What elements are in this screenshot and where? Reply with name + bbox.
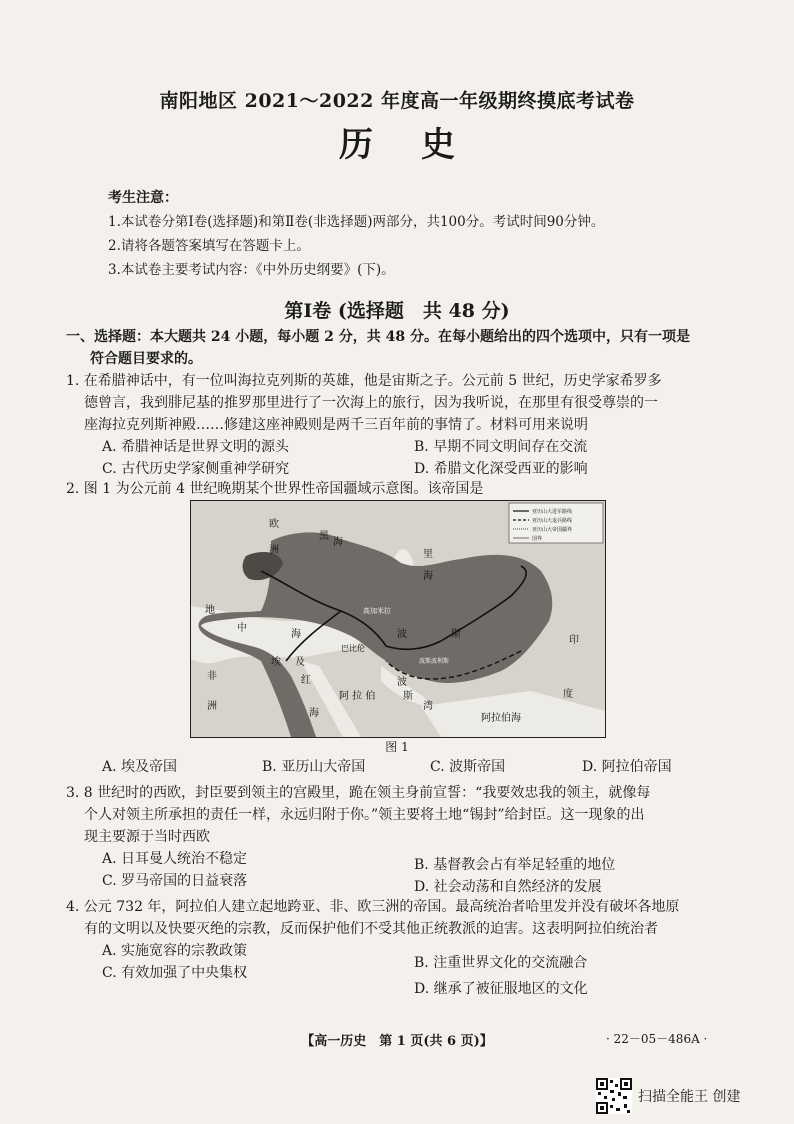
map-label-egypt: 及 — [295, 657, 305, 668]
question-3 — [66, 782, 730, 895]
qr-code-icon — [596, 1078, 632, 1114]
map-label-mediterranean: 海 — [291, 629, 301, 640]
map-label-india: 印 — [569, 635, 579, 646]
legend-item: 亚历山大退兵路线 — [532, 518, 573, 524]
map-label-africa: 洲 — [207, 701, 217, 712]
question-1 — [66, 370, 730, 480]
legend-item: 亚历山大帝国疆界 — [532, 527, 573, 533]
question-options — [92, 848, 732, 895]
notice-item: 1.本试卷分第Ⅰ卷(选择题)和第Ⅱ卷(非选择题)两部分，共100分。考试时间90分钟。 — [108, 214, 605, 230]
map-label-gaugamela: 高加米拉 — [363, 607, 391, 615]
map-label-black-sea: 黑 — [319, 531, 329, 542]
figure-caption: 图 1 — [385, 740, 409, 754]
question-stem-line: 2. 图 1 为公元前 4 世纪晚期某个世界性帝国疆域示意图。该帝国是 — [66, 481, 484, 497]
map-label-red-sea: 红 — [301, 675, 311, 686]
subject-title: 历史 — [339, 125, 503, 165]
question-stem-line: 个人对领主所承担的责任一样，永远归附于你。”领主要将土地“锡封”给封臣。这一现象的出 — [84, 807, 645, 823]
section-title: 第Ⅰ卷 (选择题 共 48 分) — [284, 300, 510, 322]
question-2-options — [66, 756, 730, 778]
empire-map — [191, 501, 605, 737]
map-label-red-sea: 海 — [309, 708, 319, 719]
option-d[interactable]: D. 继承了被征服地区的文化 — [414, 981, 588, 997]
empire-map-figure — [190, 500, 606, 738]
notice-item: 2.请将各题答案填写在答题卡上。 — [108, 238, 310, 254]
option-c[interactable]: C. 有效加强了中央集权 — [102, 965, 248, 981]
question-stem-line: 3. 8 世纪时的西欧，封臣要到领主的宫殿里，跪在领主身前宣誓：“我要效忠我的领主，就像每 — [66, 785, 651, 801]
map-label-caspian: 里 — [423, 549, 433, 560]
map-label-africa: 非 — [207, 671, 217, 682]
watermark-text: 扫描全能王 创建 — [638, 1089, 741, 1105]
legend-item: 国界 — [532, 536, 543, 542]
option-a[interactable]: A. 实施宽容的宗教政策 — [102, 943, 248, 959]
map-label-arabia: 阿 拉 伯 — [339, 691, 376, 702]
option-b[interactable]: B. 亚历山大帝国 — [262, 759, 366, 775]
scanner-watermark — [596, 1078, 786, 1118]
option-d[interactable]: D. 社会动荡和自然经济的发展 — [414, 879, 602, 895]
question-options — [92, 436, 732, 480]
map-label-persia: 斯 — [451, 629, 461, 640]
section-instruction — [66, 326, 726, 370]
exam-code: · 22－05－486A · — [606, 1032, 708, 1046]
map-label-europe: 欧 — [269, 519, 279, 530]
map-label-gulf: 波 — [397, 677, 407, 688]
option-c[interactable]: C. 罗马帝国的日益衰落 — [102, 873, 248, 889]
map-label-gulf: 湾 — [423, 701, 433, 712]
option-d[interactable]: D. 阿拉伯帝国 — [582, 759, 672, 775]
question-stem-line: 德曾言，我到腓尼基的推罗那里进行了一次海上的旅行，因为我听说，在那里有很受尊崇的一 — [84, 395, 658, 411]
map-label-mediterranean: 地 — [205, 605, 215, 616]
question-2 — [66, 478, 730, 500]
option-b[interactable]: B. 早期不同文明间存在交流 — [414, 439, 588, 455]
question-options — [92, 940, 732, 997]
option-d[interactable]: D. 希腊文化深受西亚的影响 — [414, 461, 588, 477]
question-stem-line: 4. 公元 732 年，阿拉伯人建立起地跨亚、非、欧三洲的帝国。最高统治者哈里发并没有破坏各地原 — [66, 899, 680, 915]
notice-item: 3.本试卷主要考试内容：《中外历史纲要》(下)。 — [108, 262, 395, 278]
option-b[interactable]: B. 注重世界文化的交流融合 — [414, 955, 588, 971]
question-4 — [66, 896, 730, 997]
map-label-sea: 海 — [333, 537, 343, 548]
page-footer: 【高一历史 第 1 页(共 6 页)】 — [301, 1034, 493, 1049]
map-label-sea: 海 — [423, 571, 433, 582]
question-stem-line: 现主要源于当时西欧 — [84, 829, 210, 845]
map-label-egypt: 埃 — [271, 657, 281, 668]
question-options — [92, 756, 752, 778]
option-a[interactable]: A. 希腊神话是世界文明的源头 — [102, 439, 290, 455]
option-b[interactable]: B. 基督教会占有举足轻重的地位 — [414, 857, 616, 873]
map-label-persia: 波 — [397, 629, 407, 640]
map-label-mediterranean: 中 — [237, 623, 247, 634]
option-c[interactable]: C. 波斯帝国 — [430, 759, 506, 775]
exam-title: 南阳地区 2021～2022 年度高一年级期终摸底考试卷 — [159, 90, 635, 112]
map-label-babylon: 巴比伦 — [341, 644, 365, 653]
map-label-india: 度 — [563, 689, 573, 700]
instruction-line: 一、选择题：本大题共 24 小题，每小题 2 分，共 48 分。在每小题给出的四个选项中，只有一项是 — [66, 329, 690, 345]
question-stem-line: 1. 在希腊神话中，有一位叫海拉克列斯的英雄，他是宙斯之子。公元前 5 世纪，历史学家希罗多 — [66, 373, 662, 389]
instruction-line: 符合题目要求的。 — [90, 351, 202, 367]
map-label-persepolis: 波斯波利斯 — [419, 658, 450, 665]
option-a[interactable]: A. 日耳曼人统治不稳定 — [102, 851, 248, 867]
notice-title: 考生注意： — [108, 190, 178, 206]
candidate-notice — [108, 186, 748, 282]
map-label-gulf: 斯 — [403, 691, 413, 702]
option-c[interactable]: C. 古代历史学家侧重神学研究 — [102, 461, 290, 477]
question-stem-line: 有的文明以及快要灭绝的宗教，反而保护他们不受其他正统教派的迫害。这表明阿拉伯统治者 — [84, 921, 658, 937]
legend-item: 亚历山大进军路线 — [532, 509, 573, 515]
map-label-arabian-sea: 阿拉伯海 — [481, 713, 521, 724]
question-stem-line: 座海拉克列斯神殿……修建这座神殿则是两千三百年前的事情了。材料可用来说明 — [84, 417, 588, 433]
option-a[interactable]: A. 埃及帝国 — [102, 759, 178, 775]
map-label-continent: 洲 — [269, 545, 279, 556]
